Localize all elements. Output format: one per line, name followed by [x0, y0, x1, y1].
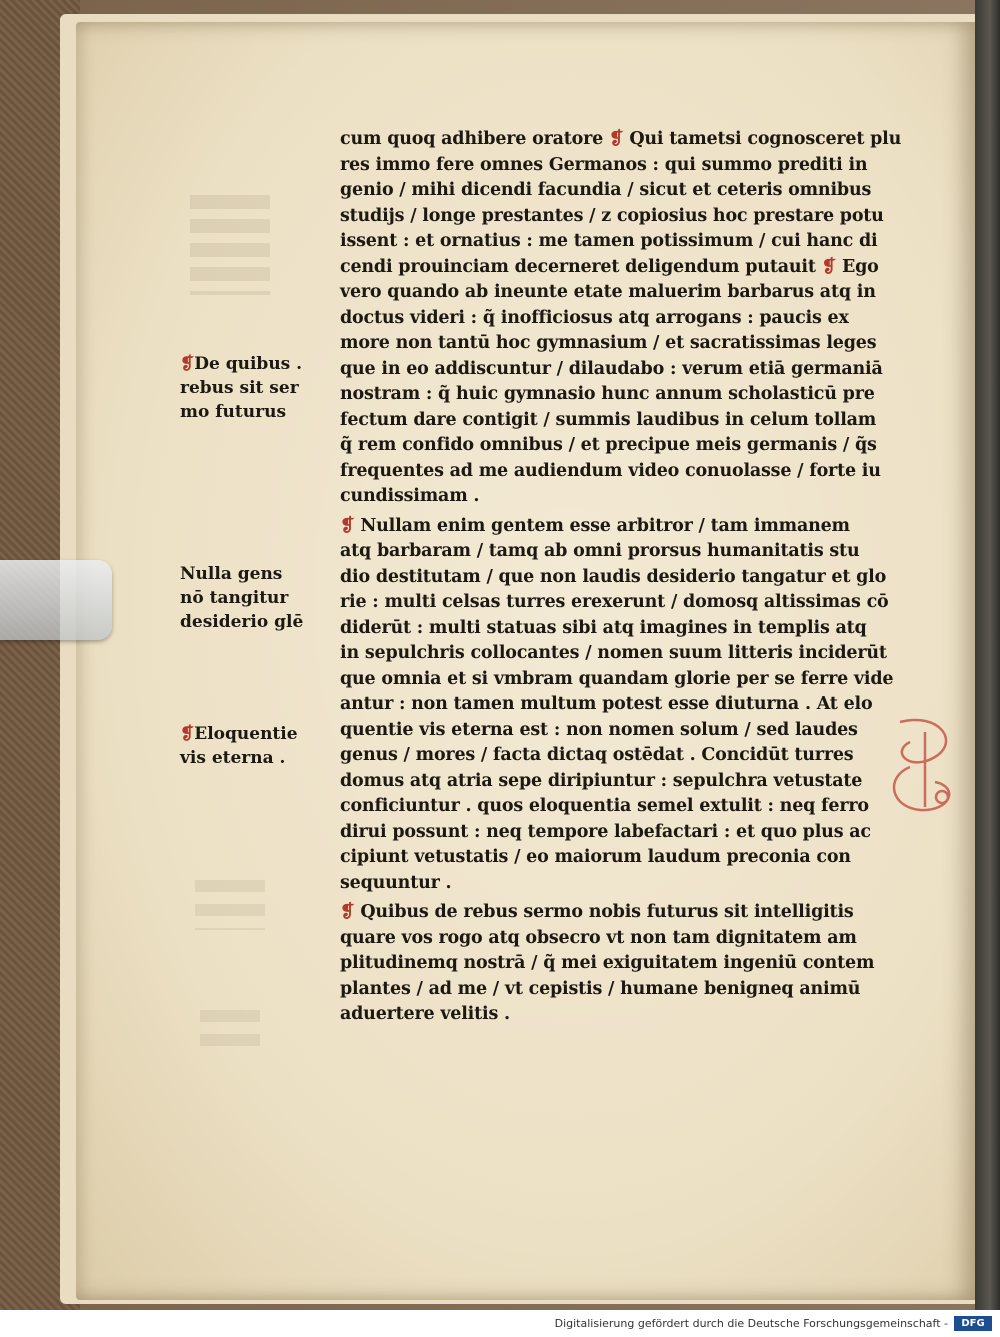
- text-line: in sepulchris collocantes / nomen suum litteris inciderūt: [340, 643, 887, 663]
- paragraph-1: [340, 127, 905, 510]
- margin-note-line: rebus sit ser: [180, 378, 299, 398]
- show-through-left: [190, 195, 270, 295]
- text-line: nostram : q̃ huic gymnasio hunc annum scholasticū pre: [340, 384, 875, 404]
- text-line: cipiunt vetustatis / eo maiorum laudum preconia con: [340, 847, 851, 867]
- text-line: q̃ rem confido omnibus / et precipue meis germanis / q̃s: [340, 435, 877, 455]
- text-line: dirui possunt : neq tempore labefactari : et quo plus ac: [340, 821, 871, 842]
- text-line: aduertere velitis .: [340, 1004, 510, 1024]
- main-text: [340, 127, 905, 1028]
- margin-note-line: Nulla gens: [180, 564, 283, 584]
- margin-note-nulla-gens: [180, 562, 330, 634]
- text-line: frequentes ad me audiendum video conuolasse / forte iu: [340, 460, 881, 481]
- text-line: antur : non tamen multum potest esse diuturna . At elo: [340, 694, 873, 714]
- margin-note-line: ❡Eloquentie: [180, 724, 298, 744]
- margin-note-line: desiderio glē: [180, 612, 304, 632]
- show-through-mid: [195, 880, 265, 930]
- text-line: que omnia et si vmbram quandam glorie per se ferre vide: [340, 668, 894, 689]
- dfg-logo: DFG: [954, 1316, 992, 1331]
- text-line: rie : multi celsas turres erexerunt / domosq altissimas cō: [340, 592, 889, 612]
- text-line: plantes / ad me / vt cepistis / humane benigneq animū: [340, 978, 861, 999]
- footer-credit: Digitalisierung gefördert durch die Deutsche Forschungsgemeinschaft -: [554, 1317, 948, 1330]
- margin-note-line: nō tangitur: [180, 588, 289, 608]
- text-line: fectum dare contigit / summis laudibus in celum tollam: [340, 409, 877, 430]
- text-line: plitudinemq nostrā / q̃ mei exiguitatem ingeniū contem: [340, 953, 875, 973]
- paragraph-3: [340, 900, 905, 1028]
- rubric-mark: ❡: [180, 724, 195, 744]
- footer-bar: [0, 1310, 1000, 1337]
- text-line: atq barbaram / tamq ab omni prorsus humanitatis stu: [340, 541, 860, 561]
- show-through-low: [200, 1010, 260, 1055]
- margin-note-de-quibus: [180, 352, 330, 424]
- margin-note-line: mo futurus: [180, 402, 287, 422]
- page-clip: [0, 560, 112, 640]
- text-line: quentie vis eterna est : non nomen solum / sed laudes: [340, 719, 858, 740]
- text-line: res immo fere omnes Germanos : qui summo prediti in: [340, 154, 868, 175]
- text-line: genio / mihi dicendi facundia / sicut et ceteris omnibus: [340, 180, 872, 200]
- text-line: sequuntur .: [340, 872, 452, 893]
- margin-note-line: vis eterna .: [180, 748, 286, 768]
- text-line: cundissimam .: [340, 486, 480, 506]
- text-line: dio destitutam / que non laudis desiderio tangatur et glo: [340, 566, 887, 587]
- text-line: studijs / longe prestantes / z copiosius hoc prestare potu: [340, 205, 884, 226]
- text-line: more non tantū hoc gymnasium / et sacratissimas leges: [340, 333, 877, 353]
- text-line: conficiuntur . quos eloquentia semel extulit : neq ferro: [340, 796, 869, 816]
- paragraph-2: [340, 514, 905, 897]
- text-line: cum quoq adhibere oratore ❡ Qui tametsi cognosceret plu: [340, 129, 902, 149]
- text-line: vero quando ab ineunte etate maluerim barbarus atq in: [340, 282, 876, 302]
- text-line: ❡ Quibus de rebus sermo nobis futurus sit intelligitis: [340, 902, 854, 922]
- gutter-edge: [975, 0, 1000, 1310]
- rubric-mark: ❡: [180, 354, 195, 374]
- text-line: que in eo addiscuntur / dilaudabo : verum etiā germaniā: [340, 358, 883, 379]
- margin-note-eloquentie: [180, 722, 330, 770]
- red-flourish-stamp: [880, 712, 965, 822]
- margin-note-line: ❡De quibus .: [180, 354, 303, 374]
- text-line: genus / mores / facta dictaq ostēdat . Concidūt turres: [340, 745, 854, 765]
- text-line: doctus videri : q̃ inofficiosus atq arrogans : paucis ex: [340, 307, 849, 328]
- text-line: cendi prouinciam decerneret deligendum putauit ❡ Ego: [340, 256, 879, 277]
- text-line: quare vos rogo atq obsecro vt non tam dignitatem am: [340, 927, 857, 948]
- text-line: issent : et ornatius : me tamen potissimum / cui hanc di: [340, 231, 878, 251]
- text-line: domus atq atria sepe diripiuntur : sepulchra vetustate: [340, 770, 863, 791]
- text-line: ❡ Nullam enim gentem esse arbitror / tam immanem: [340, 515, 850, 536]
- text-line: diderūt : multi statuas sibi atq imagines in templis atq: [340, 617, 867, 638]
